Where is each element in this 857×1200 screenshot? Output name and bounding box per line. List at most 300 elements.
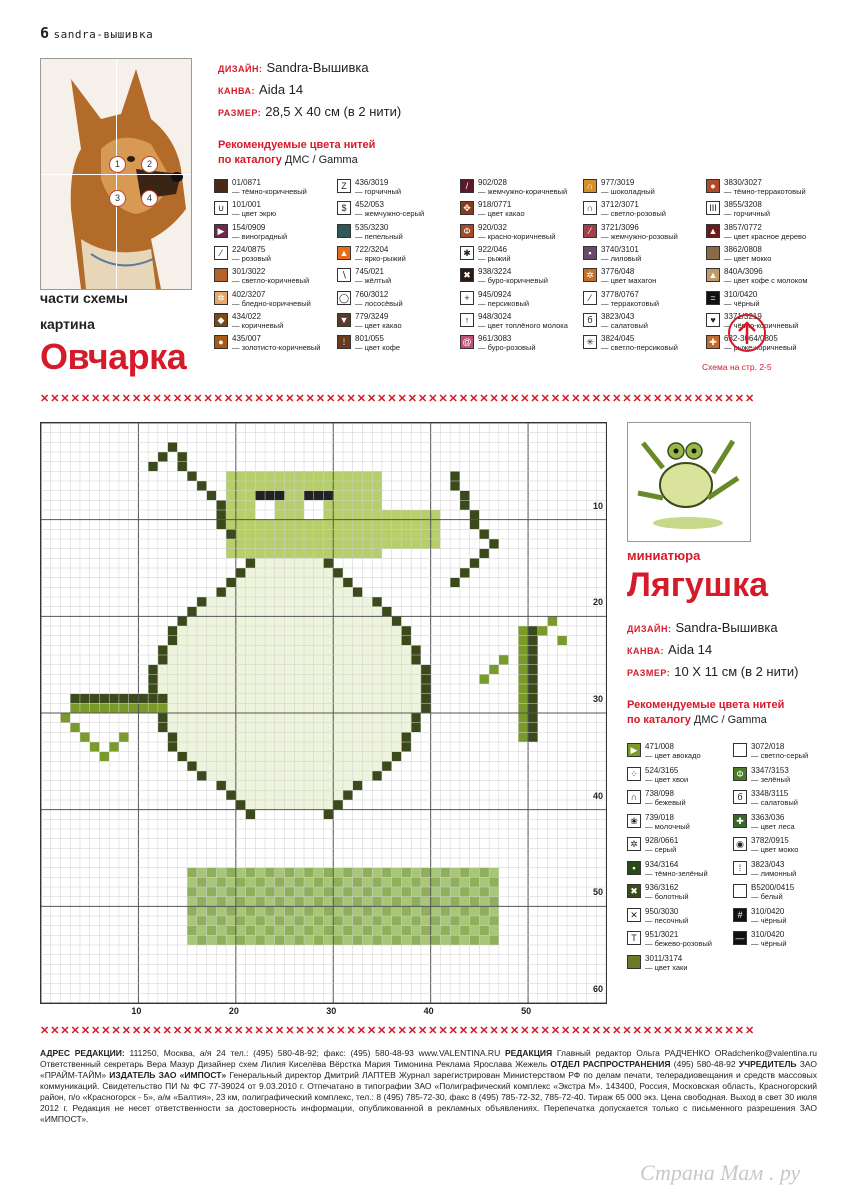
part-marker-1[interactable]: 1	[109, 156, 126, 173]
thread-name: — бледно-коричневый	[232, 298, 311, 308]
thread-swatch-icon	[337, 224, 351, 238]
thread-label	[601, 200, 666, 218]
thread-swatch-icon: ▪	[583, 246, 597, 260]
canvas-label: КАНВА:	[627, 646, 665, 656]
thread-code: 938/3224	[478, 267, 512, 277]
thread-code: 928/0661	[645, 836, 679, 845]
thread-swatch-icon	[706, 246, 720, 260]
schema-ref-link[interactable]: Схема на стр. 2-5	[702, 362, 772, 372]
footer-distribution: (495) 580-48-92	[670, 1059, 739, 1069]
thread-name: — бежевый	[645, 798, 686, 807]
thread-label	[645, 907, 688, 925]
thread-label	[232, 245, 271, 263]
thread-swatch-icon: ●	[706, 179, 720, 193]
thread-name: — салатовый	[601, 320, 648, 330]
frog-stitch-chart	[40, 422, 607, 1004]
dog-legend-item	[337, 312, 402, 332]
thread-label	[601, 223, 678, 241]
part-marker-2[interactable]: 2	[141, 156, 158, 173]
dog-legend-item	[706, 290, 760, 310]
thread-swatch-icon: ⁘	[627, 767, 641, 781]
dog-legend-item	[337, 290, 403, 310]
design-value: Sandra-Вышивка	[266, 60, 369, 75]
thread-label	[232, 267, 309, 285]
frog-size	[627, 664, 798, 679]
footer-address-label: АДРЕС РЕДАКЦИИ:	[40, 1048, 125, 1058]
thread-name: — серый	[645, 845, 677, 854]
thread-code: 977/3019	[601, 178, 635, 187]
dog-legend-item	[583, 334, 678, 354]
thread-swatch-icon: III	[706, 201, 720, 215]
thread-code: 301/3022	[232, 267, 266, 277]
thread-swatch-icon: ✥	[460, 201, 474, 215]
thread-swatch-icon: ◆	[214, 313, 228, 327]
thread-swatch-icon: ∖	[337, 268, 351, 282]
dog-legend-item	[337, 223, 403, 243]
thread-label	[751, 836, 798, 854]
dog-legend-item	[337, 267, 391, 287]
thread-code: 760/3012	[355, 289, 389, 299]
thread-code: 922/046	[478, 244, 507, 254]
thread-name: — горчичный	[724, 209, 771, 219]
dog-legend-item	[214, 200, 276, 220]
thread-code: 3830/3027	[724, 178, 762, 187]
thread-label	[601, 267, 656, 285]
thread-name: — лимонный	[751, 868, 797, 878]
rec-catalog-label: по каталогу	[218, 154, 282, 166]
thread-code: 471/008	[645, 742, 674, 751]
thread-label	[724, 267, 808, 285]
thread-name: — тёмно-коричневый	[232, 187, 307, 196]
thread-code: 3776/048	[601, 267, 635, 277]
thread-name: — цвет хвои	[645, 774, 689, 784]
thread-code: 801/055	[355, 334, 384, 344]
dog-legend-item	[214, 178, 307, 198]
rec-catalog-label: по каталогу	[627, 714, 691, 726]
thread-swatch-icon: ▪	[627, 861, 641, 875]
thread-code: 3371/3219	[724, 311, 762, 321]
thread-label	[645, 930, 712, 948]
rec-line-2	[627, 713, 784, 728]
thread-name: — бежево-розовый	[645, 939, 712, 948]
thread-swatch-icon: ∩	[583, 201, 597, 215]
dog-legend-item	[706, 245, 771, 265]
thread-swatch-icon: ▲	[706, 268, 720, 282]
frog-legend-item	[733, 883, 794, 903]
thread-code: 3011/3174	[645, 953, 683, 963]
thread-name: — виноградный	[232, 231, 288, 241]
thread-code: 738/098	[645, 789, 674, 798]
thread-code: 3823/043	[751, 859, 785, 869]
thread-code: 224/0875	[232, 244, 266, 254]
thread-label	[751, 907, 787, 925]
thread-code: 3862/0808	[724, 244, 762, 254]
thread-code: 920/032	[478, 222, 507, 232]
thread-code: 452/053	[355, 200, 384, 210]
footer-distribution-label: ОТДЕЛ РАСПРОСТРАНЕНИЯ	[550, 1059, 671, 1069]
thread-name: — цвет махагон	[601, 276, 657, 286]
parts-label: части схемы	[40, 290, 129, 306]
thread-name: — цвет кофе с молоком	[724, 276, 808, 286]
thread-swatch-icon: ⁞	[337, 335, 351, 349]
thread-label	[232, 223, 287, 241]
thread-name: — коричневый	[232, 320, 284, 330]
thread-code: 3857/0772	[724, 222, 762, 232]
thread-label	[478, 178, 567, 196]
thread-label	[645, 860, 708, 878]
thread-label	[751, 883, 794, 901]
thread-swatch-icon: ✚	[706, 335, 720, 349]
thread-code: 950/3030	[645, 906, 679, 916]
thread-swatch-icon: ⁄	[583, 224, 597, 238]
thread-label	[601, 312, 648, 330]
thread-label	[601, 178, 655, 196]
thread-name: — жемчужно-розовый	[601, 231, 678, 241]
footer-publisher-label: ИЗДАТЕЛЬ ЗАО «ИМПОСТ»	[109, 1070, 227, 1080]
thread-swatch-icon: Φ	[733, 767, 747, 781]
thread-code: 436/3019	[355, 178, 389, 187]
thread-label	[232, 334, 321, 352]
thread-label	[232, 312, 283, 330]
thread-swatch-icon: ∪	[214, 201, 228, 215]
thread-swatch-icon: +	[460, 291, 474, 305]
thread-name: — рыже-коричневый	[724, 343, 797, 353]
thread-name: — цвет авокадо	[645, 751, 701, 760]
arrow-up-icon[interactable]	[728, 314, 766, 352]
thread-name: — золотисто-коричневый	[232, 343, 321, 353]
thread-label	[478, 312, 568, 330]
frog-legend-item	[733, 742, 808, 762]
chart-col-label: 30	[326, 1006, 337, 1016]
parts-divider-horizontal	[41, 174, 191, 175]
dog-legend-item	[706, 267, 808, 287]
thread-code: 524/3165	[645, 765, 679, 775]
thread-name: — светло-розовый	[601, 209, 666, 219]
thread-name: — буро-розовый	[478, 343, 536, 353]
thread-code: 3712/3071	[601, 200, 639, 210]
dog-legend-item	[337, 245, 406, 265]
thread-code: 902/028	[478, 178, 507, 187]
thread-swatch-icon: Z	[337, 179, 351, 193]
thread-name: — цвет леса	[751, 821, 795, 831]
dog-legend-item	[583, 245, 641, 265]
frog-illustration	[628, 423, 750, 541]
rec-catalog-value: ДМС / Gamma	[693, 714, 767, 726]
dog-legend-item	[214, 245, 271, 265]
frog-legend-item	[627, 930, 712, 950]
rec-line-2	[218, 153, 375, 168]
thread-name: — болотный	[645, 892, 689, 901]
thread-code: 945/0924	[478, 289, 512, 299]
thread-label	[355, 290, 403, 308]
design-label: ДИЗАЙН:	[218, 64, 263, 74]
thread-code: 3363/036	[751, 812, 785, 822]
frog-legend-item	[733, 907, 787, 927]
thread-label	[724, 290, 760, 308]
thread-label	[751, 766, 790, 784]
watermark: Страна Мам . ру	[640, 1160, 801, 1185]
thread-swatch-icon: ▲	[337, 246, 351, 260]
thread-label	[724, 223, 806, 241]
thread-name: — тёмно-зелёный	[645, 868, 708, 878]
thread-label	[751, 860, 796, 878]
thread-swatch-icon: ✱	[460, 246, 474, 260]
thread-name: — тёмно-терракотовый	[724, 187, 806, 196]
frog-legend-item	[627, 860, 708, 880]
thread-swatch-icon: —	[733, 931, 747, 945]
thread-label	[751, 742, 808, 760]
thread-name: — чёрный	[751, 939, 787, 948]
dog-canvas	[218, 82, 303, 97]
part-marker-4[interactable]: 4	[141, 190, 158, 207]
thread-code: 3348/3115	[751, 789, 789, 798]
cross-border-top: ✕✕✕✕✕✕✕✕✕✕✕✕✕✕✕✕✕✕✕✕✕✕✕✕✕✕✕✕✕✕✕✕✕✕✕✕✕✕✕✕✕✕✕✕✕✕✕✕✕✕✕✕✕✕✕✕✕✕✕✕✕✕✕✕✕✕✕✕✕✕	[40, 393, 756, 404]
thread-name: — песочный	[645, 915, 689, 925]
dog-legend-item	[583, 267, 656, 287]
thread-code: 535/3230	[355, 222, 389, 232]
thread-swatch-icon: ✚	[733, 814, 747, 828]
footer-editorial: Главный редактор Ольга РАДЧЕНКО ORadchenko@valentina.ru Ответственный секретарь Вера Мазур Дизайнер схем Лилия Киселёва Вёрстка Мария Тимонина Реклама Ярослава Жежель	[40, 1048, 817, 1069]
thread-swatch-icon	[733, 884, 747, 898]
frog-preview	[627, 422, 751, 542]
dog-legend-item	[706, 223, 806, 243]
frog-canvas	[627, 642, 712, 657]
dog-legend-item	[460, 200, 525, 220]
dog-legend-item	[460, 290, 529, 310]
frog-legend-item	[627, 742, 701, 762]
thread-swatch-icon	[627, 955, 641, 969]
thread-swatch-icon: ❀	[627, 814, 641, 828]
chart-col-label: 40	[423, 1006, 434, 1016]
picture-label: картина	[40, 316, 95, 332]
thread-label	[724, 200, 770, 218]
thread-swatch-icon: ✖	[627, 884, 641, 898]
dog-legend-item	[214, 223, 287, 243]
dog-legend-item	[460, 223, 555, 243]
thread-code: 310/0420	[751, 906, 785, 916]
thread-code: 310/0420	[724, 289, 758, 299]
thread-name: — рыжий	[478, 253, 511, 263]
frog-mini-label: миниатюра	[627, 548, 701, 563]
thread-code: 310/0420	[751, 930, 785, 939]
canvas-label: КАНВА:	[218, 86, 256, 96]
size-label: РАЗМЕР:	[627, 668, 671, 678]
dog-design	[218, 60, 369, 75]
thread-name: — светло-коричневый	[232, 276, 310, 286]
thread-name: — салатовый	[751, 798, 798, 807]
thread-label	[724, 178, 806, 196]
thread-code: 948/3024	[478, 311, 512, 321]
thread-name: — пепельный	[355, 231, 403, 241]
frog-design	[627, 620, 778, 635]
thread-label	[355, 267, 391, 285]
dog-picture	[40, 58, 192, 290]
canvas-value: Aida 14	[259, 82, 304, 97]
thread-code: 745/021	[355, 267, 384, 277]
dog-legend-item	[583, 200, 666, 220]
thread-label	[478, 290, 529, 308]
thread-swatch-icon: ∩	[627, 790, 641, 804]
thread-swatch-icon: ✲	[214, 291, 228, 305]
thread-swatch-icon	[733, 743, 747, 757]
rec-line-1: Рекомендуемые цвета нитей	[218, 139, 376, 151]
thread-label	[232, 200, 276, 218]
thread-swatch-icon	[214, 268, 228, 282]
thread-swatch-icon: ✲	[627, 837, 641, 851]
thread-code: 739/018	[645, 812, 674, 822]
thread-label	[355, 200, 424, 218]
thread-name: — цвет мокко	[724, 253, 772, 263]
thread-name: — ярко-рыжий	[355, 253, 406, 263]
thread-label	[601, 334, 678, 352]
thread-label	[355, 178, 401, 196]
chart-row-label: 10	[593, 500, 604, 511]
thread-code: 01/0871	[232, 178, 261, 187]
thread-name: — лососёвый	[355, 298, 403, 308]
thread-name: — чёрный	[751, 915, 787, 925]
dog-legend-item	[337, 334, 400, 354]
thread-swatch-icon: ✖	[460, 268, 474, 282]
dog-legend-item	[337, 200, 424, 220]
thread-swatch-icon: ✕	[627, 908, 641, 922]
thread-swatch-icon: =	[706, 291, 720, 305]
thread-name: — чёрно-коричневый	[724, 320, 799, 330]
canvas-value: Aida 14	[668, 642, 713, 657]
thread-label	[601, 245, 641, 263]
thread-code: 840А/3096	[724, 267, 763, 277]
frog-legend-item	[733, 813, 795, 833]
dog-legend-item	[583, 223, 678, 243]
part-marker-3[interactable]: 3	[109, 190, 126, 207]
thread-name: — цвет топлёного молока	[478, 320, 568, 330]
thread-name: — красно-коричневый	[478, 231, 556, 241]
thread-name: — цвет экрю	[232, 209, 277, 219]
frog-legend-item	[627, 789, 686, 809]
frog-legend-item	[627, 883, 689, 903]
thread-code: 3855/3208	[724, 200, 762, 210]
size-label: РАЗМЕР:	[218, 108, 262, 118]
thread-code: 3740/3101	[601, 244, 639, 254]
thread-label	[355, 334, 400, 352]
thread-swatch-icon: ⁞	[733, 861, 747, 875]
dog-legend-item	[460, 245, 511, 265]
thread-name: — зелёный	[751, 774, 791, 784]
frog-legend-item	[627, 954, 688, 974]
frog-legend-item	[627, 907, 688, 927]
chart-row-label: 60	[593, 984, 604, 994]
frog-legend-item	[627, 813, 690, 833]
thread-name: — цвет хаки	[645, 962, 688, 972]
thread-swatch-icon: ↑	[460, 313, 474, 327]
thread-name: — цвет какао	[355, 320, 402, 330]
thread-code: 3782/0915	[751, 836, 789, 845]
chart-row-label: 40	[593, 790, 604, 801]
dog-legend-item	[214, 334, 321, 354]
dog-legend-item	[214, 312, 283, 332]
chart-col-label: 10	[131, 1006, 142, 1016]
thread-name: — лиловый	[601, 253, 642, 263]
thread-label	[355, 312, 402, 330]
size-value: 28,5 X 40 см (в 2 нити)	[265, 104, 402, 119]
thread-code: 951/3021	[645, 930, 679, 939]
thread-name: — жёлтый	[355, 276, 392, 286]
thread-code: 3721/3096	[601, 222, 639, 232]
thread-label	[645, 813, 690, 831]
chart-row-label: 50	[593, 887, 604, 898]
thread-name: — горчичный	[355, 187, 402, 196]
thread-label	[645, 954, 688, 972]
thread-name: — шоколадный	[601, 187, 655, 196]
thread-swatch-icon: б	[733, 790, 747, 804]
thread-name: — жемчужно-коричневый	[478, 187, 568, 196]
thread-name: — терракотовый	[601, 298, 660, 308]
thread-label	[724, 245, 771, 263]
dog-legend-item	[460, 334, 536, 354]
thread-code: 722/3204	[355, 244, 389, 254]
thread-code: 3824/045	[601, 334, 635, 344]
cross-border-bottom: ✕✕✕✕✕✕✕✕✕✕✕✕✕✕✕✕✕✕✕✕✕✕✕✕✕✕✕✕✕✕✕✕✕✕✕✕✕✕✕✕✕✕✕✕✕✕✕✕✕✕✕✕✕✕✕✕✕✕✕✕✕✕✕✕✕✕✕✕✕✕	[40, 1025, 756, 1036]
thread-code: 434/022	[232, 311, 261, 321]
thread-label	[478, 334, 536, 352]
footer-address: 111250, Москва, а/я 24 тел.: (495) 580-48-92; факс: (495) 580-48-93 www.VALENTINA.RU	[124, 1048, 505, 1058]
thread-code: B5200/0415	[751, 883, 795, 892]
chart-row-label: 20	[593, 597, 604, 608]
chart-col-label: 50	[521, 1006, 532, 1016]
thread-label	[478, 200, 525, 218]
footer-founder-label: УЧРЕДИТЕЛЬ	[738, 1059, 797, 1069]
thread-name: — розовый	[232, 253, 271, 263]
footer-editorial-label: РЕДАКЦИЯ	[504, 1048, 553, 1058]
dog-legend-item	[583, 290, 659, 310]
frog-legend-item	[733, 860, 796, 880]
thread-code: 101/001	[232, 200, 261, 210]
thread-name: — молочный	[645, 821, 690, 831]
thread-swatch-icon: ▲	[706, 224, 720, 238]
dog-legend-item	[583, 312, 648, 332]
dog-legend-item	[706, 178, 806, 198]
design-value: Sandra-Вышивка	[675, 620, 778, 635]
thread-swatch-icon: ✳	[583, 335, 597, 349]
thread-name: — чёрный	[724, 298, 760, 308]
thread-swatch-icon: ⁄	[214, 246, 228, 260]
thread-label	[601, 290, 659, 308]
thread-swatch-icon: ∩	[583, 179, 597, 193]
dog-legend-item	[583, 178, 655, 198]
thread-swatch-icon: ⁄	[583, 291, 597, 305]
thread-code: 918/0771	[478, 200, 512, 210]
thread-label	[751, 930, 787, 948]
thread-swatch-icon: #	[733, 908, 747, 922]
page-num-value: 6	[40, 24, 50, 42]
thread-swatch-icon: ▶	[627, 743, 641, 757]
dog-recommend	[218, 138, 375, 168]
rec-catalog-value: ДМС / Gamma	[284, 154, 358, 166]
dog-legend-item	[337, 178, 401, 198]
dog-title: Овчарка	[40, 336, 187, 377]
thread-swatch-icon: б	[583, 313, 597, 327]
thread-name: — цвет красное дерево	[724, 231, 807, 241]
thread-swatch-icon: ▼	[337, 313, 351, 327]
dog-legend-item	[460, 312, 568, 332]
design-label: ДИЗАЙН:	[627, 624, 672, 634]
frog-legend-item	[733, 836, 798, 856]
frog-title: Лягушка	[627, 566, 769, 604]
thread-name: — жемчужно-серый	[355, 209, 425, 219]
rec-line-1: Рекомендуемые цвета нитей	[627, 699, 785, 711]
thread-label	[478, 245, 511, 263]
thread-swatch-icon	[214, 179, 228, 193]
thread-swatch-icon: ◯	[338, 292, 350, 303]
